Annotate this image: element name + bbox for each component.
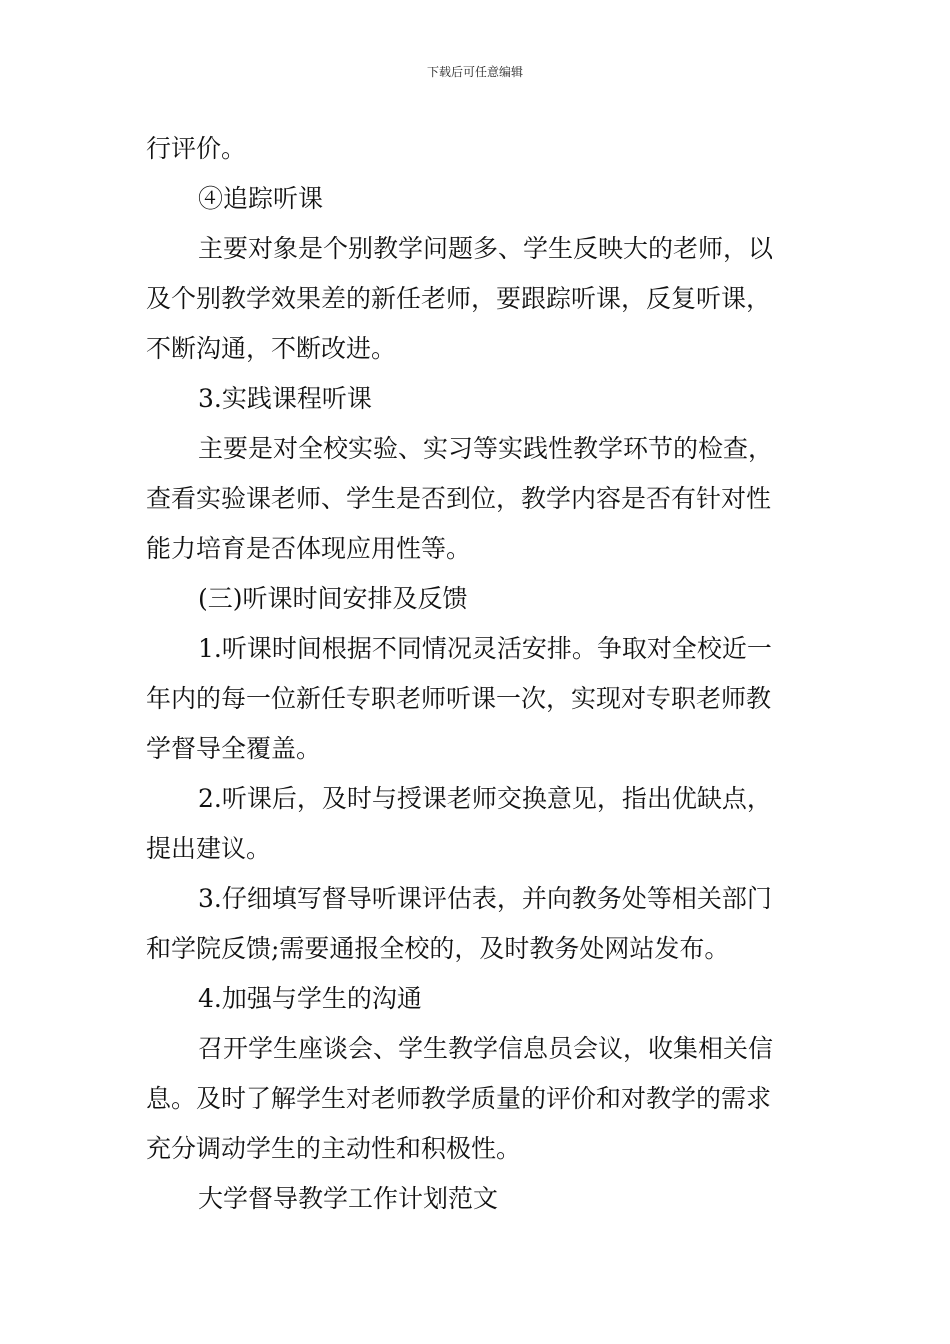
text-line: ④追踪听课: [198, 184, 324, 213]
text-line: 年内的每一位新任专职老师听课一次，实现对专职老师教: [146, 684, 772, 713]
text-line: 2.听课后，及时与授课老师交换意见，指出优缺点，: [198, 784, 772, 813]
text-line: 4.加强与学生的沟通: [198, 984, 422, 1013]
page-header-note: 下载后可任意编辑: [426, 65, 523, 79]
text-line: 召开学生座谈会、学生教学信息员会议，收集相关信: [198, 1034, 774, 1063]
text-line: 能力培育是否体现应用性等。: [146, 534, 472, 563]
text-line: 主要对象是个别教学问题多、学生反映大的老师，以: [198, 234, 774, 263]
text-line: 学督导全覆盖。: [146, 734, 322, 763]
text-line: (三)听课时间安排及反馈: [198, 584, 468, 613]
text-line: 提出建议。: [146, 834, 272, 863]
text-line: 1.听课时间根据不同情况灵活安排。争取对全校近一: [198, 634, 772, 663]
text-line: 及个别教学效果差的新任老师，要跟踪听课，反复听课，: [146, 284, 772, 313]
text-line: 3.仔细填写督导听课评估表，并向教务处等相关部门: [198, 884, 772, 913]
text-line: 查看实验课老师、学生是否到位，教学内容是否有针对性: [146, 484, 772, 513]
text-line: 不断沟通，不断改进。: [146, 334, 397, 363]
text-line: 3.实践课程听课: [198, 384, 372, 413]
text-line: 主要是对全校实验、实习等实践性教学环节的检查，: [198, 434, 774, 463]
document-body: [146, 124, 810, 1224]
text-line: 息。及时了解学生对老师教学质量的评价和对教学的需求: [146, 1084, 772, 1113]
text-line: 和学院反馈;需要通报全校的，及时教务处网站发布。: [146, 934, 730, 963]
text-line: 行评价。: [146, 134, 247, 163]
text-line: 充分调动学生的主动性和积极性。: [146, 1134, 522, 1163]
text-line: 大学督导教学工作计划范文: [198, 1184, 499, 1213]
